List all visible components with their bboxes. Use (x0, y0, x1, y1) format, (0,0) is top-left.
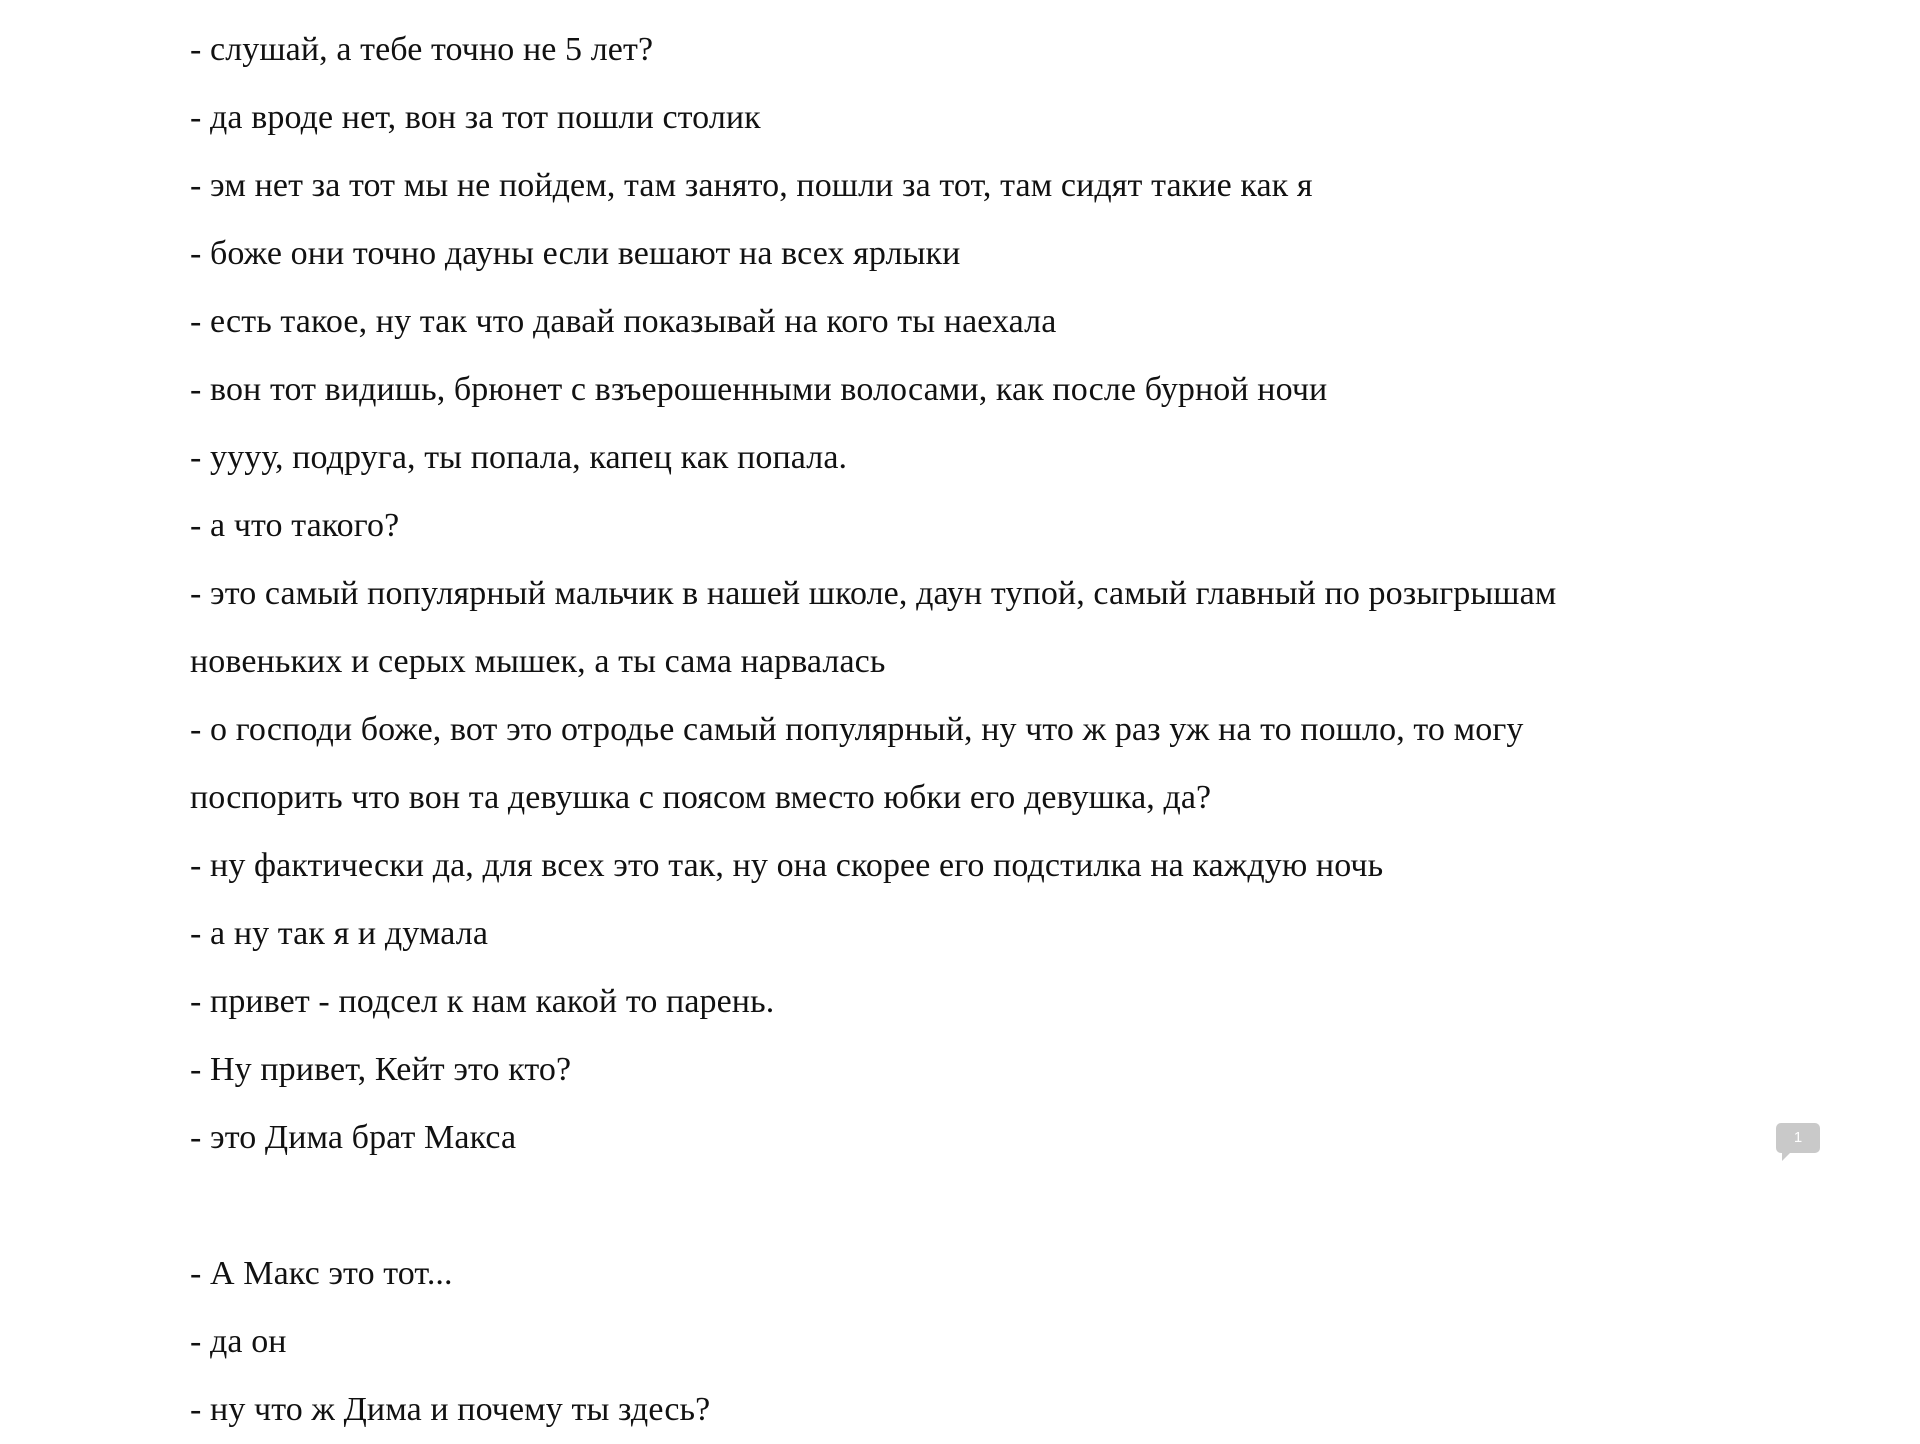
text-line: - ну фактически да, для всех это так, ну она скорее его подстилка на каждую ночь (190, 847, 1384, 884)
text-line: - привет - подсел к нам какой то парень. (190, 983, 775, 1020)
text-line: - уууу, подруга, ты попала, капец как попала. (190, 439, 848, 476)
text-line: - да вроде нет, вон за тот пошли столик (190, 99, 761, 136)
text-line: - о господи боже, вот это отродье самый популярный, ну что ж раз уж на то пошло, то могу (190, 711, 1524, 748)
blank-line (190, 1172, 1730, 1240)
text-line: - а ну так я и думала (190, 915, 489, 952)
text-line: - боже они точно дауны если вешают на всех ярлыки (190, 235, 961, 272)
text-line: - да он (190, 1323, 287, 1360)
text-line: - эм нет за тот мы не пойдем, там занято, пошли за тот, там сидят такие как я (190, 167, 1313, 204)
text-line: - Ну привет, Кейт это кто? (190, 1051, 572, 1088)
text-line: - а что такого? (190, 507, 400, 544)
dialogue-text (190, 16, 1730, 1444)
text-line: - это Дима брат Макса (190, 1119, 517, 1156)
text-line: - слушай, а тебе точно не 5 лет? (190, 31, 654, 68)
text-line: - это самый популярный мальчик в нашей школе, даун тупой, самый главный по розыгрышам (190, 575, 1557, 612)
text-line: - А Макс это тот... (190, 1255, 453, 1292)
text-line: - вон тот видишь, брюнет с взъерошенными волосами, как после бурной ночи (190, 371, 1328, 408)
text-line: поспорить что вон та девушка с поясом вместо юбки его девушка, да? (190, 779, 1212, 816)
text-line: - есть такое, ну так что давай показывай на кого ты наехала (190, 303, 1057, 340)
text-line: - ну что ж Дима и почему ты здесь? (190, 1391, 711, 1428)
text-line: новеньких и серых мышек, а ты сама нарвалась (190, 643, 886, 680)
comment-count: 1 (1793, 1129, 1803, 1146)
comment-count-button[interactable] (1776, 1123, 1820, 1157)
